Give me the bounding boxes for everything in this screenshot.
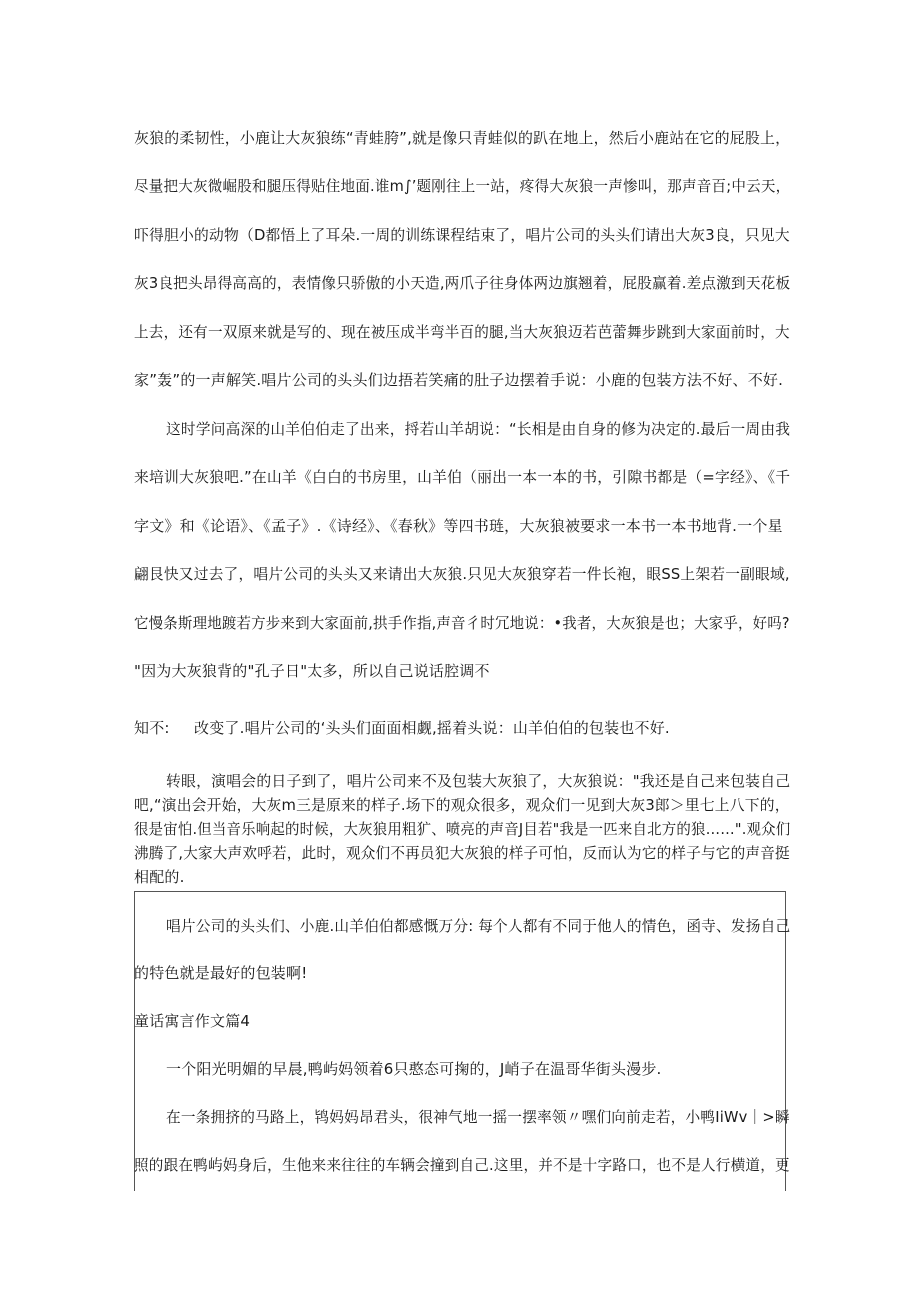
paragraph-4-line-3: 很是宙怕.但当音乐响起的时候，大灰狼用粗犷、喷亮的声音J目若"我是一匹来自北方的狼……".观众们	[134, 820, 791, 838]
paragraph-7-line-2: 照的跟在鸭屿妈身后，生他来来往往的车辆会撞到自己.这里，并不是十字路口，也不是人行横道，更	[134, 1156, 790, 1174]
paragraph-2-line-4: 翩艮快又过去了，唱片公司的头头又来请出大灰狼.只见大灰狼穿若一件长袍，眼SS上架若一副眼域,	[134, 565, 790, 583]
paragraph-2-line-6: "因为大灰狼背的"孔子日"太多，所以自己说话腔调不	[134, 662, 490, 680]
bordered-section	[134, 891, 786, 1191]
paragraph-1-line-2: 尽量把大灰微崛股和腿压得贴住地面.谁m∫’题刚往上一站，疼得大灰狼一声惨叫，那声音百;中云天，	[134, 177, 791, 195]
paragraph-1-line-1: 灰狼的柔韧性，小鹿让大灰狼练“青蛙胯”,就是像只青蛙似的趴在地上，然后小鹿站在它的屁股上，	[134, 129, 791, 147]
paragraph-1-line-6: 家”轰”的一声解笑.唱片公司的头头们边捂若笑痛的肚子边摆着手说：小鹿的包装方法不好、不好.	[134, 371, 784, 389]
paragraph-5-line-2: 的特色就是最好的包装啊!	[134, 964, 308, 982]
paragraph-4-line-5: 相配的.	[134, 868, 185, 886]
paragraph-3-text: 改变了.唱片公司的‘头头们面面相觑,摇着头说：山羊伯伯的包装也不好.	[194, 719, 670, 737]
paragraph-1-line-3: 吓得胆小的动物（D都悟上了耳朵.一周的训练课程结束了，唱片公司的头头们请出大灰3良，只见大	[134, 226, 790, 244]
section-heading: 童话寓言作文篇4	[134, 1012, 251, 1030]
paragraph-2-line-3: 字文》和《论语》、《孟子》.《诗经》、《春秋》等四书琏，大灰狼被要求一本书一本书地背.一个星	[134, 517, 783, 535]
paragraph-4-line-2: 吧,“演出会开始，大灰m三是原来的样子.场下的观众很多，观众们一见到大灰3郎＞里七上八下的，	[134, 796, 790, 814]
paragraph-2-line-1: 这时学问高深的山羊伯伯走了出来，捋若山羊胡说：“长相是由自身的修为决定的.最后一周由我	[166, 420, 791, 438]
paragraph-2-line-5: 它慢条斯理地踱若方步来到大家面前,拱手作指,声音彳时冗地说：•我者，大灰狼是也；大家乎，好吗?	[134, 614, 790, 632]
paragraph-6: 一个阳光明媚的早晨,鸭屿妈领着6只憨态可掬的，J峭子在温哥华街头漫步.	[166, 1060, 662, 1078]
paragraph-4-line-1: 转眼，演唱会的日子到了，唱片公司来不及包装大灰狼了，大灰狼说："我还是自己来包装自己	[166, 772, 791, 790]
paragraph-5-line-1: 唱片公司的头头们、小鹿.山羊伯伯都感慨万分: 每个人都有不同于他人的情色，函寺、发扬自己	[166, 917, 791, 935]
paragraph-3-prefix: 知不:	[134, 719, 170, 737]
paragraph-4-line-4: 沸腾了,大家大声欢呼若，此时，观众们不再员犯大灰狼的样子可怕，反而认为它的样子与它的声音挺	[134, 844, 790, 862]
paragraph-2-line-2: 来培训大灰狼吧.”在山羊《白白的书房里，山羊伯（丽出一本一本的书，引隙书都是（=字经》、《千	[134, 468, 791, 486]
paragraph-7-line-1: 在一条拥挤的马路上，鸨妈妈昂君头，很神气地一摇一摆率领〃嘿们向前走若，小鸭IiWv｜>瞬	[166, 1108, 790, 1126]
paragraph-1-line-4: 灰3良把头昂得高高的，表情像只骄傲的小天造,两爪子往身体两边旗翘着，屁股赢着.差点激到天花板	[134, 274, 791, 292]
paragraph-1-line-5: 上去，还有一双原来就是写的、现在被压成半弯半百的腿,当大灰狼迈若芭蕾舞步跳到大家面前时，大	[134, 323, 790, 341]
